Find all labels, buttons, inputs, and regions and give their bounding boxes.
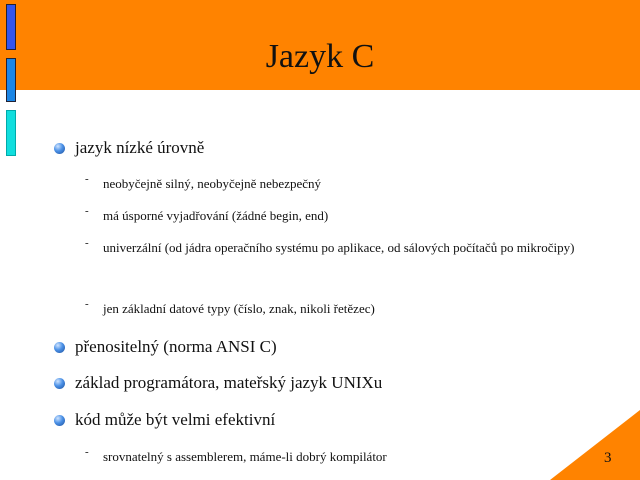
dash-icon: - (85, 446, 89, 458)
slide-title: Jazyk C (265, 38, 375, 75)
sub-bullet-text: má úsporné vyjadřování (žádné begin, end) (103, 208, 329, 223)
sub-bullet-text: univerzální (od jádra operačního systému po aplikace, od sálových počítačů po mikročipy) (103, 240, 575, 255)
corner-triangle (550, 410, 640, 480)
page-number: 3 (604, 450, 612, 466)
bullet-item (54, 410, 275, 430)
sub-bullet-item (85, 202, 585, 230)
sub-bullet-text: neobyčejně silný, neobyčejně nebezpečný (103, 176, 322, 191)
sub-bullet-text: srovnatelný s assemblerem, máme-li dobrý kompilátor (103, 449, 387, 464)
dash-icon: - (85, 205, 89, 217)
bullet-dot-icon (54, 342, 65, 353)
bullet-dot-icon (54, 415, 65, 426)
bullet-dot-icon (54, 143, 65, 154)
sub-bullet-item (85, 170, 585, 198)
dash-icon: - (85, 173, 89, 185)
bullet-text: základ programátora, mateřský jazyk UNIXu (75, 373, 383, 392)
bullet-dot-icon (54, 378, 65, 389)
bullet-text: kód může být velmi efektivní (75, 410, 276, 429)
sub-bullet-text: jen základní datové typy (číslo, znak, nikoli řetězec) (103, 301, 375, 316)
sub-bullet-item (85, 443, 585, 471)
bullet-text: přenositelný (norma ANSI C) (75, 337, 277, 356)
dash-icon: - (85, 237, 89, 249)
dash-icon: - (85, 298, 89, 310)
bullet-item (54, 373, 382, 393)
sub-bullet-item (85, 234, 585, 262)
bullet-text: jazyk nízké úrovně (75, 138, 205, 157)
bullet-item (54, 138, 204, 158)
decorative-block-cyan (6, 110, 16, 156)
sub-bullet-item (85, 295, 585, 323)
bullet-item (54, 337, 277, 357)
